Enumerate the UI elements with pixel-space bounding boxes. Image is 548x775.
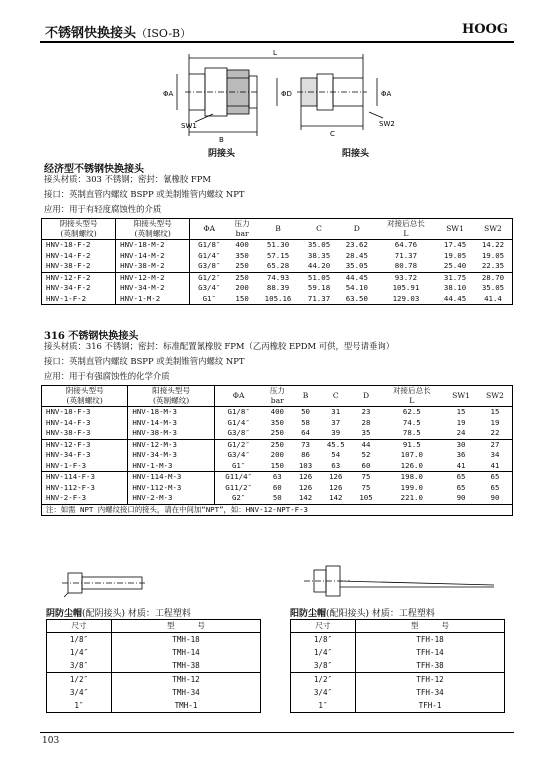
cap-model: TMH-38 xyxy=(172,661,200,670)
dim-SW2-top: ΦA xyxy=(381,90,392,98)
table-cell: G1″ xyxy=(231,460,246,470)
table-cell: 78.5 xyxy=(402,428,421,437)
table-cell: 350 xyxy=(270,417,284,427)
footer-rule xyxy=(40,732,514,733)
cap-model: TFH-38 xyxy=(416,661,444,670)
table-cell: 74.5 xyxy=(402,417,421,427)
table-cell: 36 xyxy=(456,450,466,459)
list-item xyxy=(47,673,261,687)
table-row xyxy=(42,240,513,251)
table-cell: 15 xyxy=(456,407,466,416)
table-cell: 28 xyxy=(361,417,371,427)
table-cell: HNV-2-M-3 xyxy=(128,493,214,504)
title-subtitle: （ISO-B） xyxy=(136,27,192,40)
table-cell: 350 xyxy=(235,250,249,260)
male-cap-material: 材质：工程塑料 xyxy=(371,609,435,619)
table-cell: 129.03 xyxy=(392,293,420,303)
economy-table xyxy=(41,218,513,305)
table-cell: 150 xyxy=(270,460,284,470)
table-cell: HNV-18-F-3 xyxy=(42,407,128,418)
table-cell: 65.28 xyxy=(266,261,290,270)
table-cell: 19 xyxy=(490,417,500,427)
table-cell: HNV-34-M-2 xyxy=(116,283,190,294)
table-cell: 35.05 xyxy=(307,240,331,249)
cap-size: 3/8″ xyxy=(47,659,112,673)
table-cell: 23.62 xyxy=(345,240,368,249)
table-cell: HNV-14-F-3 xyxy=(42,418,128,429)
table-cell: 31 xyxy=(331,407,341,416)
table-cell: HNV-14-M-2 xyxy=(116,251,190,262)
female-cap-body xyxy=(47,633,261,713)
table-cell: 51.30 xyxy=(266,240,290,249)
table-cell: G3/8″ xyxy=(227,428,250,437)
table-cell: HNV-38-M-3 xyxy=(128,428,214,439)
table-cell: 221.0 xyxy=(400,493,423,502)
table-cell: G1/4″ xyxy=(227,417,250,427)
table-cell: 74.93 xyxy=(256,272,300,283)
table-cell: 60 xyxy=(361,460,371,470)
list-item xyxy=(47,659,261,673)
cap-model: TFH-1 xyxy=(418,701,442,710)
table-cell: HNV-14-F-2 xyxy=(42,251,116,262)
table-cell: 62.5 xyxy=(402,407,421,416)
female-cap-h-size: 尺寸 xyxy=(47,620,112,633)
list-item xyxy=(291,686,505,699)
table-cell: 63 xyxy=(331,460,341,470)
cap-model: TMH-1 xyxy=(174,701,198,710)
table-row xyxy=(42,418,513,429)
table-cell: 91.5 xyxy=(379,439,444,450)
table-cell: 28.70 xyxy=(474,272,513,283)
table-cell: HNV-14-M-3 xyxy=(128,418,214,429)
table-cell: 60 xyxy=(272,482,282,492)
ss316-usage: 应用：用于有强腐蚀性的化学介质 xyxy=(44,371,170,381)
ss316-material: 接头材质：316 不锈钢；密封：标准配置氰橡胶 FPM（乙丙橡胶 EPDM 可供，型号请垂询） xyxy=(44,341,395,351)
th-male: 阳接头型号 (英制螺纹) xyxy=(116,219,190,240)
table-cell: G3/4″ xyxy=(198,283,221,292)
table-cell: 52 xyxy=(361,450,371,459)
ss316-info xyxy=(44,339,394,384)
table-cell: HNV-18-M-2 xyxy=(116,240,190,251)
economy-table-body xyxy=(42,240,513,305)
table-cell: HNV-1-M-3 xyxy=(128,461,214,472)
table-cell: 65 xyxy=(490,482,500,492)
economy-material: 接头材质：303 不锈钢；密封：氰橡胶 FPM xyxy=(44,174,211,184)
cap-model: TMH-34 xyxy=(172,688,200,697)
list-item xyxy=(47,633,261,647)
female-cap-drawing xyxy=(60,565,150,599)
cap-size: 1″ xyxy=(47,699,112,713)
table-cell: 35.05 xyxy=(481,283,505,292)
table-cell: 59.18 xyxy=(307,283,331,292)
table-cell: 80.78 xyxy=(394,261,418,270)
th-pressure: 压力 bar xyxy=(228,219,256,240)
female-cap-name: 阴防尘帽 xyxy=(46,609,83,619)
table-cell: 54 xyxy=(331,450,341,459)
table-row xyxy=(42,283,513,294)
male-cap-paren: (配阳接头) xyxy=(326,609,370,619)
table-cell: 30 xyxy=(444,439,478,450)
table-cell: 25.40 xyxy=(443,261,467,270)
table-cell: 142 xyxy=(298,493,313,502)
table-cell: 142 xyxy=(329,493,343,502)
table-cell: 71.37 xyxy=(394,250,418,260)
table-cell: 250 xyxy=(228,272,256,283)
th316-male: 阳接头型号 (英制螺纹) xyxy=(128,386,214,407)
table-cell: 75 xyxy=(353,472,380,483)
table-cell: HNV-112-F-3 xyxy=(42,483,128,494)
economy-title: 经济型不锈钢快换接头 xyxy=(44,164,144,175)
table-cell: 31.75 xyxy=(436,272,474,283)
table-cell: 44 xyxy=(353,439,380,450)
table-cell: 57.15 xyxy=(266,250,290,260)
table-cell: 65 xyxy=(456,482,466,492)
table-cell: 90 xyxy=(456,493,466,502)
table-cell: 38.10 xyxy=(443,283,467,292)
table-cell: 73 xyxy=(292,439,319,450)
th316-D: D xyxy=(353,386,380,407)
table-row xyxy=(42,428,513,439)
cap-size: 3/4″ xyxy=(291,686,356,699)
table-cell: 22.35 xyxy=(481,261,505,270)
th316-length: 对接后总长 L xyxy=(379,386,444,407)
th316-female: 阴接头型号 (英制螺纹) xyxy=(42,386,128,407)
table-cell: 126.0 xyxy=(400,460,423,470)
th316-SW1: SW1 xyxy=(444,386,478,407)
table-cell: 86 xyxy=(301,450,310,459)
table-cell: 44.20 xyxy=(307,261,331,270)
table-cell: 200 xyxy=(235,283,249,292)
cap-size: 1/4″ xyxy=(47,646,112,659)
table-cell: HNV-114-M-3 xyxy=(128,472,214,483)
table-cell: 105.16 xyxy=(264,293,292,303)
table-cell: HNV-114-F-3 xyxy=(42,472,128,483)
female-cap-h-model: 型 号 xyxy=(112,620,261,633)
list-item xyxy=(291,699,505,713)
male-cap-title xyxy=(290,606,435,619)
table-cell: 88.39 xyxy=(266,283,290,292)
male-cap-table xyxy=(290,619,505,713)
table-cell: HNV-34-M-3 xyxy=(128,450,214,461)
table-cell: 107.0 xyxy=(400,450,423,459)
male-cap-name: 阳防尘帽 xyxy=(290,609,327,619)
table-cell: 64 xyxy=(301,428,310,437)
female-caption: 阴接头 xyxy=(208,149,236,159)
dim-L: L xyxy=(273,49,277,57)
table-cell: 27 xyxy=(478,439,513,450)
table-cell: 200 xyxy=(270,450,284,459)
table-cell: 126 xyxy=(319,472,353,483)
economy-info xyxy=(44,172,244,217)
table-row xyxy=(42,461,513,472)
dim-B: B xyxy=(219,136,224,144)
ss316-note: 注：如需 NPT 内螺纹接口的接头，请在中间加“NPT”，如：HNV-12-NPT-F-3 xyxy=(42,504,513,516)
title-text: 不锈钢快换接头 xyxy=(45,26,137,41)
table-cell: 35.05 xyxy=(345,261,368,270)
table-cell: 41 xyxy=(490,460,500,470)
cap-model: TMH-18 xyxy=(172,635,200,644)
table-row xyxy=(42,450,513,461)
ss316-table xyxy=(41,385,513,516)
table-cell: 17.45 xyxy=(443,240,467,249)
female-cap-paren: (配阴接头) xyxy=(82,609,126,619)
table-cell: G11/4″ xyxy=(214,472,262,483)
table-cell: HNV-112-M-3 xyxy=(128,483,214,494)
dim-C: C xyxy=(330,130,335,138)
dim-phiA: ΦA xyxy=(163,90,174,98)
table-cell: 400 xyxy=(235,240,249,249)
table-cell: 65 xyxy=(444,472,478,483)
table-cell: 35 xyxy=(361,428,371,437)
table-cell: 64.76 xyxy=(394,240,418,249)
table-cell: HNV-1-F-3 xyxy=(42,461,128,472)
table-cell: G3/4″ xyxy=(227,450,250,459)
table-row xyxy=(42,272,513,283)
table-cell: 28.45 xyxy=(345,250,368,260)
table-cell: HNV-38-M-2 xyxy=(116,261,190,272)
table-row xyxy=(42,251,513,262)
table-row xyxy=(42,407,513,418)
male-caption: 阳接头 xyxy=(342,149,370,159)
th316-SW2: SW2 xyxy=(478,386,513,407)
brand-logo: HOOG xyxy=(461,22,508,37)
ss316-port: 接口：英制直管内螺纹 BSPP 或美制锥管内螺纹 NPT xyxy=(44,356,245,366)
table-cell: HNV-18-F-2 xyxy=(42,240,116,251)
table-cell: 51.05 xyxy=(300,272,338,283)
coupler-drawing xyxy=(155,48,415,158)
cap-model: TFH-34 xyxy=(416,688,444,697)
table-cell: HNV-38-F-2 xyxy=(42,261,116,272)
table-cell: 39 xyxy=(331,428,341,437)
table-cell: G1/2″ xyxy=(214,439,262,450)
table-cell: HNV-12-M-3 xyxy=(128,439,214,450)
table-cell: 41 xyxy=(456,460,466,470)
cap-model: TMH-14 xyxy=(172,648,200,657)
table-cell: 75 xyxy=(361,482,371,492)
table-row xyxy=(42,439,513,450)
table-cell: 63 xyxy=(263,472,293,483)
table-cell: 93.72 xyxy=(376,272,436,283)
th316-phiA: ΦA xyxy=(214,386,262,407)
table-cell: 400 xyxy=(270,407,284,416)
table-cell: HNV-18-M-3 xyxy=(128,407,214,418)
table-cell: G1″ xyxy=(202,293,216,303)
table-cell: 50 xyxy=(301,407,310,416)
dim-SW1: SW1 xyxy=(181,122,197,130)
table-cell: G2″ xyxy=(231,493,246,502)
table-cell: 71.37 xyxy=(307,293,331,303)
table-cell: 126 xyxy=(292,472,319,483)
table-cell: 250 xyxy=(235,261,249,270)
cap-size: 1/2″ xyxy=(47,673,112,687)
table-cell: 250 xyxy=(263,439,293,450)
table-cell: 19.05 xyxy=(481,250,505,260)
table-cell: HNV-2-F-3 xyxy=(42,493,128,504)
table-cell: 14.22 xyxy=(481,240,505,249)
th-C: C xyxy=(300,219,338,240)
male-cap-h-model: 型 号 xyxy=(356,620,505,633)
table-cell: 65 xyxy=(478,472,513,483)
table-cell: 37 xyxy=(331,417,341,427)
table-cell: 34 xyxy=(490,450,500,459)
th-female: 阴接头型号 (英制螺纹) xyxy=(42,219,116,240)
table-cell: 199.0 xyxy=(400,482,423,492)
cap-size: 1/8″ xyxy=(47,633,112,647)
economy-usage: 应用：用于有轻度腐蚀性的介质 xyxy=(44,204,162,214)
table-cell: 24 xyxy=(456,428,466,437)
list-item xyxy=(291,673,505,687)
th316-B: B xyxy=(292,386,319,407)
table-cell: 103 xyxy=(298,460,313,470)
cap-model: TMH-12 xyxy=(112,673,261,687)
table-cell: HNV-1-M-2 xyxy=(116,294,190,305)
table-cell: G1/4″ xyxy=(198,250,221,260)
table-cell: 150 xyxy=(235,293,249,303)
table-cell: 19 xyxy=(456,417,466,427)
th-D: D xyxy=(338,219,376,240)
table-cell: G11/2″ xyxy=(225,482,252,492)
table-cell: 15 xyxy=(490,407,500,416)
header-rule xyxy=(40,41,514,43)
table-cell: HNV-34-F-2 xyxy=(42,283,116,294)
page-number: 103 xyxy=(42,736,60,746)
cap-size: 3/8″ xyxy=(291,659,356,673)
cap-model: TFH-18 xyxy=(416,635,444,644)
table-cell: G3/8″ xyxy=(198,261,221,270)
table-row xyxy=(42,472,513,483)
list-item xyxy=(47,699,261,713)
table-cell: 41.4 xyxy=(484,293,502,303)
table-cell: 44.45 xyxy=(338,272,376,283)
th-phiA: ΦA xyxy=(190,219,229,240)
table-row xyxy=(42,493,513,504)
female-cap-table xyxy=(46,619,261,713)
table-cell: 126 xyxy=(298,482,313,492)
table-cell: 44.45 xyxy=(443,293,467,303)
male-cap-drawing xyxy=(300,562,500,598)
ss316-table-body xyxy=(42,407,513,505)
page-title xyxy=(45,22,191,41)
economy-port: 接口：英制直管内螺纹 BSPP 或美制锥管内螺纹 NPT xyxy=(44,189,245,199)
female-cap-material: 材质：工程塑料 xyxy=(127,609,191,619)
list-item xyxy=(291,659,505,673)
table-cell: G1/8″ xyxy=(198,240,221,249)
cap-model: TFH-14 xyxy=(416,648,444,657)
female-cap-title xyxy=(46,606,191,619)
cap-size: 1/2″ xyxy=(291,673,356,687)
table-cell: HNV-34-F-3 xyxy=(42,450,128,461)
table-cell: 38.35 xyxy=(307,250,331,260)
list-item xyxy=(291,633,505,647)
table-cell: HNV-38-F-3 xyxy=(42,428,128,439)
table-cell: 50 xyxy=(272,493,282,502)
cap-size: 1/4″ xyxy=(291,646,356,659)
list-item xyxy=(47,646,261,659)
list-item xyxy=(291,646,505,659)
male-cap-body xyxy=(291,633,505,713)
table-cell: 58 xyxy=(301,417,310,427)
table-cell: HNV-12-F-3 xyxy=(42,439,128,450)
table-cell: 22 xyxy=(490,428,500,437)
th-B: B xyxy=(256,219,300,240)
table-cell: G1/2″ xyxy=(190,272,229,283)
th-SW2: SW2 xyxy=(474,219,513,240)
table-cell: 250 xyxy=(270,428,284,437)
table-cell: 105.91 xyxy=(392,283,420,292)
th-length: 对接后总长 L xyxy=(376,219,436,240)
table-cell: 54.10 xyxy=(345,283,368,292)
cap-size: 1/8″ xyxy=(291,633,356,647)
th316-C: C xyxy=(319,386,353,407)
table-cell: 126 xyxy=(329,482,343,492)
th-SW1: SW1 xyxy=(436,219,474,240)
table-row xyxy=(42,294,513,305)
table-cell: 105 xyxy=(359,493,373,502)
table-cell: 23 xyxy=(361,407,371,416)
dim-SW2: SW2 xyxy=(379,120,395,128)
table-cell: HNV-12-M-2 xyxy=(116,272,190,283)
list-item xyxy=(47,686,261,699)
table-cell: G1/8″ xyxy=(227,407,250,416)
cap-size: 1″ xyxy=(291,699,356,713)
male-cap-h-size: 尺寸 xyxy=(291,620,356,633)
cap-model: TFH-12 xyxy=(356,673,505,687)
table-cell: 198.0 xyxy=(379,472,444,483)
table-cell: 45.5 xyxy=(319,439,353,450)
cap-size: 3/4″ xyxy=(47,686,112,699)
table-row xyxy=(42,261,513,272)
ss316-title: 316 不锈钢快换接头 xyxy=(44,331,139,342)
table-cell: HNV-12-F-2 xyxy=(42,272,116,283)
th316-pressure: 压力 bar xyxy=(263,386,293,407)
table-row xyxy=(42,483,513,494)
table-cell: 90 xyxy=(490,493,500,502)
dim-phiD: ΦD xyxy=(281,90,292,98)
table-cell: HNV-1-F-2 xyxy=(42,294,116,305)
table-cell: 19.05 xyxy=(443,250,467,260)
table-cell: 63.50 xyxy=(345,293,368,303)
